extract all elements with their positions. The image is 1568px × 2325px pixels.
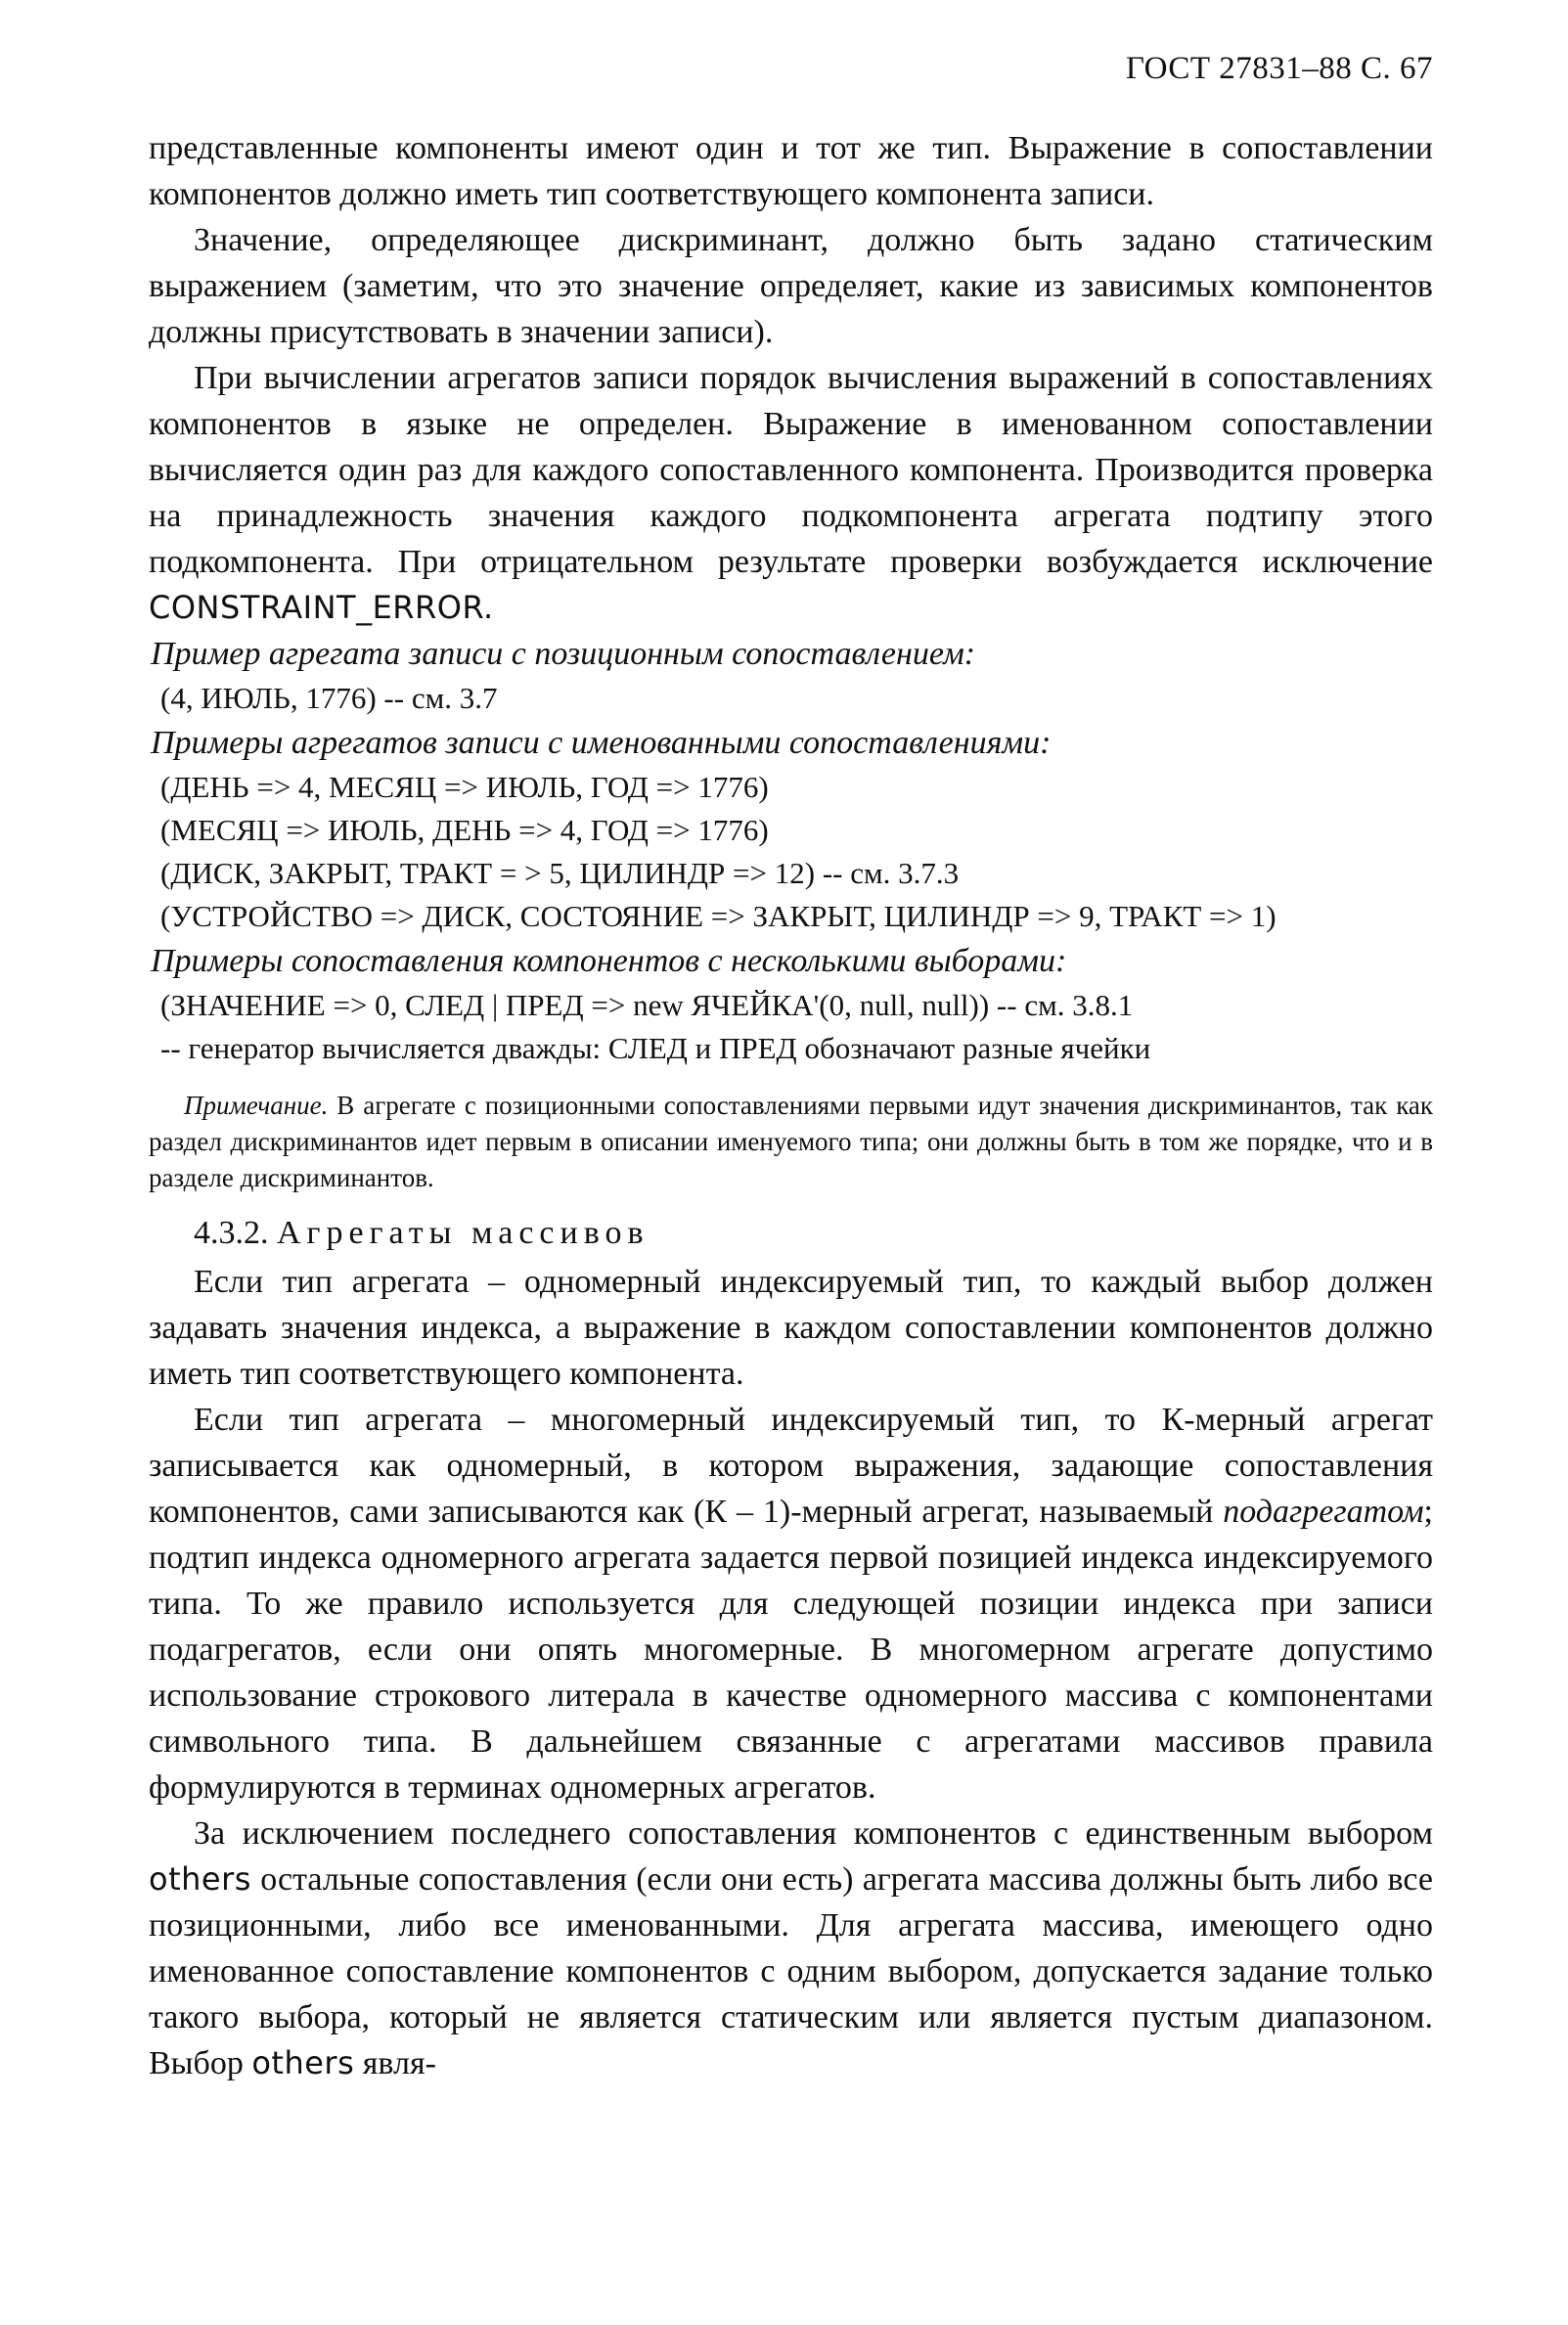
example-comment-line: -- генератор вычисляется дважды: СЛЕД и ПРЕД обозначают разные ячейки <box>160 1031 1151 1065</box>
example-caption-named: Примеры агрегатов записи с именованными сопоставлениями: <box>151 725 1052 761</box>
paragraph-others-choice <box>149 1811 1433 2086</box>
keyword-others: others <box>149 1860 251 1898</box>
paragraph-evaluation-order <box>149 355 1433 631</box>
example-line: (ДЕНЬ => 4, МЕСЯЦ => ИЮЛЬ, ГОД => 1776) <box>160 770 769 804</box>
example-line: (УСТРОЙСТВО => ДИСК, СОСТОЯНИЕ => ЗАКРЫТ, ЦИЛИНДР => 9, ТРАКТ => 1) <box>160 899 1277 933</box>
running-header: ГОСТ 27831–88 С. 67 <box>1125 51 1433 86</box>
example-line: (МЕСЯЦ => ИЮЛЬ, ДЕНЬ => 4, ГОД => 1776) <box>160 813 769 847</box>
section-heading <box>149 1210 1433 1257</box>
paragraph-multidimensional <box>149 1397 1433 1811</box>
page-body <box>149 125 1433 2086</box>
section-title: Агрегаты массивов <box>277 1215 650 1251</box>
paragraph-evaluation-text: При вычислении агрегатов записи порядок вычисления выражений в сопоставлениях компонентов в языке не определен. Выражение в именованном сопоставлении вычисляется один раз для каждого сопоставленного компонента. Производится проверка на принадлежность значения каждого подкомпонента агрегата подтипу этого подкомпонента. При отрицательном результате проверки возбуждается исключение <box>149 360 1433 580</box>
exception-name: CONSTRAINT_ERROR. <box>149 589 494 626</box>
paragraph-discriminant: Значение, определяющее дискриминант, должно быть задано статическим выражением (заметим, что это значение определяет, какие из зависимых компонентов должны присутствовать в значении записи). <box>149 222 1433 350</box>
paragraph-others-part2: остальные сопоставления (если они есть) агрегата массива должны быть либо все позиционными, либо все именованными. Для агрегата массива, имеющего одно именованное сопоставление компонентов с одним выбором, допускается задание только такого выбора, который не является статическим или является пустым диапазоном. Выбор <box>149 1861 1433 2081</box>
example-line: (ДИСК, ЗАКРЫТ, ТРАКТ = > 5, ЦИЛИНДР => 12) -- см. 3.7.3 <box>160 856 960 890</box>
examples-block <box>149 631 1433 1070</box>
example-line: (4, ИЮЛЬ, 1776) -- см. 3.7 <box>160 681 498 715</box>
term-subaggregate: подагрегатом <box>1223 1494 1424 1530</box>
keyword-others: others <box>251 2044 355 2081</box>
example-caption-multiple-choices: Примеры сопоставления компонентов с несколькими выборами: <box>151 943 1067 979</box>
note-paragraph <box>149 1088 1433 1196</box>
note-label: Примечание. <box>184 1091 329 1120</box>
paragraph-one-dimensional: Если тип агрегата – одномерный индексируемый тип, то каждый выбор должен задавать значения индекса, а выражение в каждом сопоставлении компонентов должно иметь тип соответствующего компонента. <box>149 1264 1433 1392</box>
example-caption-positional: Пример агрегата записи с позиционным сопоставлением: <box>151 636 976 672</box>
example-line: (ЗНАЧЕНИЕ => 0, СЛЕД | ПРЕД => new ЯЧЕЙКА'(0, null, null)) -- см. 3.8.1 <box>160 988 1134 1022</box>
note-text: В агрегате с позиционными сопоставлениями первыми идут значения дискриминантов, так как раздел дискриминантов идет первым в описании именуемого типа; они должны быть в том же порядке, что и в разделе дискриминантов. <box>149 1091 1433 1192</box>
paragraph-others-part1: За исключением последнего сопоставления компонентов с единственным выбором <box>194 1815 1433 1852</box>
paragraph-multidim-before: Если тип агрегата – многомерный индексируемый тип, то К-мерный агрегат записывается как одномерный, в котором выражения, задающие сопоставления компонентов, сами записываются как (К – 1)-мерный агрегат, называемый <box>149 1402 1433 1530</box>
paragraph-multidim-after: ; подтип индекса одномерного агрегата задается первой позицией индекса индексируемого типа. То же правило используется для следующей позиции индекса при записи подагрегатов, если они опять многомерные. В многомерном агрегате допустимо использование строкового литерала в качестве одномерного массива с компонентами символьного типа. В дальнейшем связанные с агрегатами массивов правила формулируются в терминах одномерных агрегатов. <box>149 1494 1433 1806</box>
section-number: 4.3.2. <box>194 1215 269 1251</box>
paragraph-others-part3: явля- <box>354 2045 436 2081</box>
paragraph-continuation: представленные компоненты имеют один и тот же тип. Выражение в сопоставлении компонентов должно иметь тип соответствующего компонента записи. <box>149 130 1433 212</box>
